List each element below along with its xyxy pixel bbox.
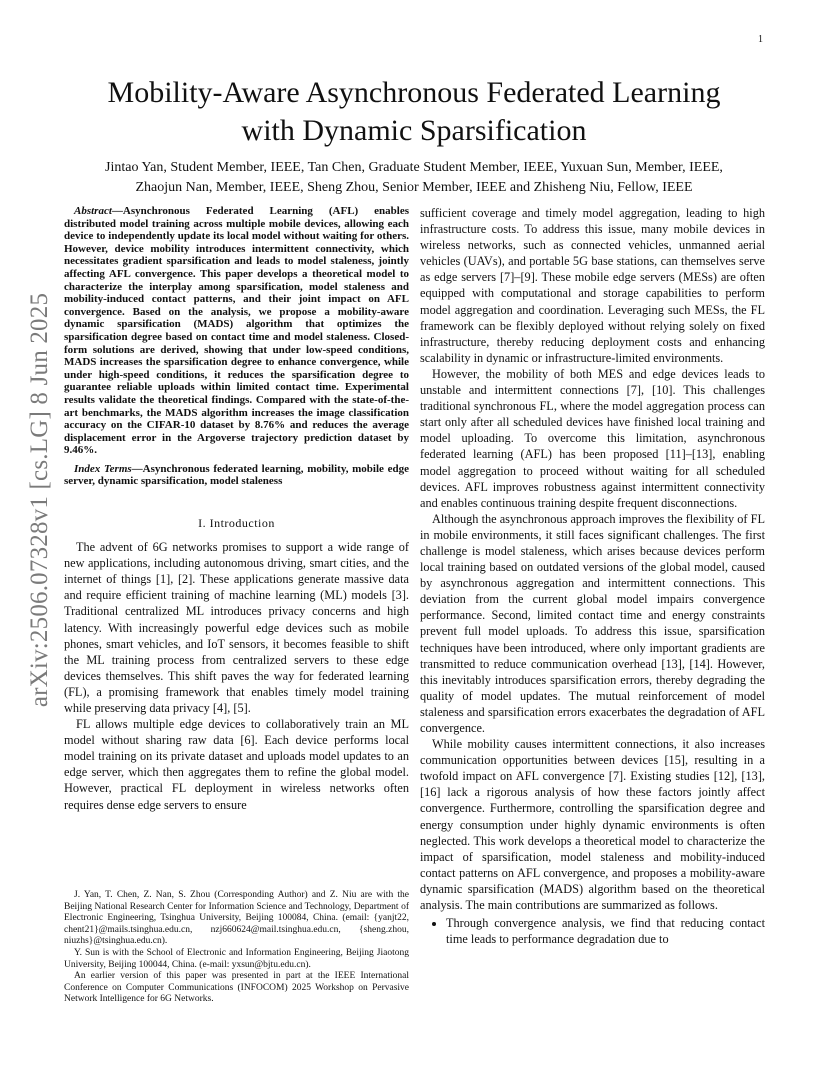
index-terms-label: Index Terms: [74, 462, 132, 475]
contribution-item: • Through convergence analysis, we find that reducing contact time leads to performance degradation due to: [446, 915, 765, 947]
author-list: [60, 158, 768, 198]
paper-title: [40, 74, 788, 150]
abstract: [64, 205, 409, 457]
intro-body: [64, 539, 409, 813]
title-line-2: with Dynamic Sparsification: [241, 114, 587, 147]
authors-line-1: Jintao Yan, Student Member, IEEE, Tan Chen, Graduate Student Member, IEEE, Yuxuan Sun, Member, IEEE,: [105, 160, 723, 175]
abstract-text: —Asynchronous Federated Learning (AFL) enables distributed model training across multiple mobile devices, allowing each device to independently update its local model without waiting for others. However, device mobility introduces intermittent connectivity, which necessitates gradient sparsification and leads to model staleness, jointly affecting AFL convergence. This paper develops a theoretical model to characterize the interplay among sparsification, model staleness and mobility-induced contact patterns, and their joint impact on AFL convergence. Based on the analysis, we propose a mobility-aware dynamic sparsification (MADS) algorithm that optimizes the sparsification degree based on contact time and model staleness. Closed-form solutions are derived, showing that under low-speed conditions, MADS increases the sparsification degree to enhance convergence, while under high-speed conditions, it reduces the sparsification degree to guarantee reliable uploads within limited contact time. Experimental results validate the theoretical findings. Compared with the state-of-the-art benchmarks, the MADS algorithm increases the image classification accuracy on the CIFAR-10 dataset by 8.76% and reduces the average displacement error in the Argoverse trajectory prediction dataset by 9.46%.: [64, 205, 409, 457]
index-terms: [64, 463, 409, 488]
paragraph: While mobility causes intermittent connections, it also increases communication opportunities between devices [15], resulting in a twofold impact on AFL convergence [7]. Existing studies [12], [13], [16] lack a rigorous analysis of how these factors jointly affect convergence. Furthermore, controlling the sparsification degree and energy consumption under highly dynamic environments is often neglected. This work develops a theoretical model to characterize the impact of sparsification, model staleness and mobility-induced contact patterns on AFL convergence, and proposes a mobility-aware dynamic sparsification (MADS) algorithm based on the theoretical analysis. The main contributions are summarized as follows.: [420, 737, 765, 913]
right-column: [420, 205, 765, 947]
arxiv-stamp: [20, 292, 60, 708]
footnote: J. Yan, T. Chen, Z. Nan, S. Zhou (Corresponding Author) and Z. Niu are with the Beijing National Research Center for Information Science and Technology, Department of Electronic Engineering, Tsinghua University, Beijing 100084, China. (email: {yanjt22, chent21}@mails.tsinghua.edu.cn, nzj660624@mail.tsinghua.edu.cn, {sheng.zhou, niuzhs}@tsinghua.edu.cn).: [64, 890, 409, 947]
paragraph: The advent of 6G networks promises to support a wide range of new applications, including autonomous driving, smart cities, and the internet of things [1], [2]. These applications generate massive data and require efficient training of machine learning (ML) models [3]. Traditional centralized ML introduces privacy concerns and high latency. With increasingly powerful edge devices such as mobile phones, smart vehicles, and IoT sensors, it becomes feasible to shift the ML training process from centralized servers to these edge devices themselves. This shift paves the way for federated learning (FL), a promising framework that enables timely model training while preserving data privacy [4], [5].: [64, 540, 409, 715]
paragraph: FL allows multiple edge devices to collaboratively train an ML model without sharing raw data [6]. Each device performs local model training on its private dataset and uploads model updates to an edge server, which then aggregates them to refine the global model. However, practical FL deployment in wireless networks often requires dense edge servers to ensure: [64, 717, 409, 812]
contribution-list: [420, 915, 765, 947]
footnote: An earlier version of this paper was presented in part at the IEEE International Conference on Computer Communications (INFOCOM) 2025 Workshop on Pervasive Network Intelligence for 6G Networks.: [64, 971, 409, 1005]
page-number: 1: [758, 34, 763, 45]
authors-line-2: Zhaojun Nan, Member, IEEE, Sheng Zhou, Senior Member, IEEE and Zhisheng Niu, Fellow, IEEE: [135, 180, 693, 195]
title-line-1: Mobility-Aware Asynchronous Federated Learning: [107, 76, 721, 109]
abstract-label: Abstract: [74, 205, 112, 217]
index-terms-text: —Asynchronous federated learning, mobility, mobile edge server, dynamic sparsification, model staleness: [64, 462, 409, 488]
left-column: [64, 205, 409, 813]
paragraph: sufficient coverage and timely model aggregation, leading to high infrastructure costs. To address this issue, many mobile devices in wireless networks, such as connected vehicles, unmanned aerial vehicles (UAVs), and portable 5G base stations, can themselves serve as edge servers [7]–[9]. These mobile edge servers (MESs) are often equipped with computational and storage capabilities to perform model aggregation and coordination. Leveraging such MESs, the FL framework can be flexibly deployed without relying solely on fixed infrastructure, thereby reducing deployment costs and enhancing scalability in dynamic or infrastructure-limited environments.: [420, 206, 765, 365]
paragraph: Although the asynchronous approach improves the flexibility of FL in mobile environments, it still faces significant challenges. The first challenge is model staleness, which arises because devices perform local training based on outdated versions of the global model, caused by asynchronous aggregation and intermittent connections. This deviation from the current global model impairs convergence performance. Second, limited contact time and energy constraints prevent full model uploads. To address this issue, sparsification techniques have been introduced, where only important gradients are transmitted to reduce communication overhead [13], [14]. However, this inevitably introduces sparsification errors, thereby degrading the quality of model updates. The mutual reinforcement of model staleness and sparsification errors exacerbates the degradation of AFL convergence.: [420, 511, 765, 735]
arxiv-id: arXiv:2506.07328v1 [cs.LG] 8 Jun 2025: [26, 292, 53, 708]
paragraph: However, the mobility of both MES and edge devices leads to unstable and intermittent connections [7], [10]. This challenges traditional synchronous FL, where the model aggregation process can start only after all scheduled devices have finished local training and model uploading. To overcome this limitation, asynchronous federated learning (AFL) has been proposed [11]–[13], enabling model aggregation to proceed without waiting for all scheduled devices. AFL improves robustness against intermittent connectivity and enables continuous training despite frequent disconnections.: [420, 366, 765, 510]
footnotes: [64, 890, 409, 1006]
footnote: Y. Sun is with the School of Electronic and Information Engineering, Beijing Jiaotong University, Beijing 100044, China. (e-mail: yxsun@bjtu.edu.cn).: [64, 947, 409, 970]
section-heading: I. Introduction: [198, 516, 275, 531]
